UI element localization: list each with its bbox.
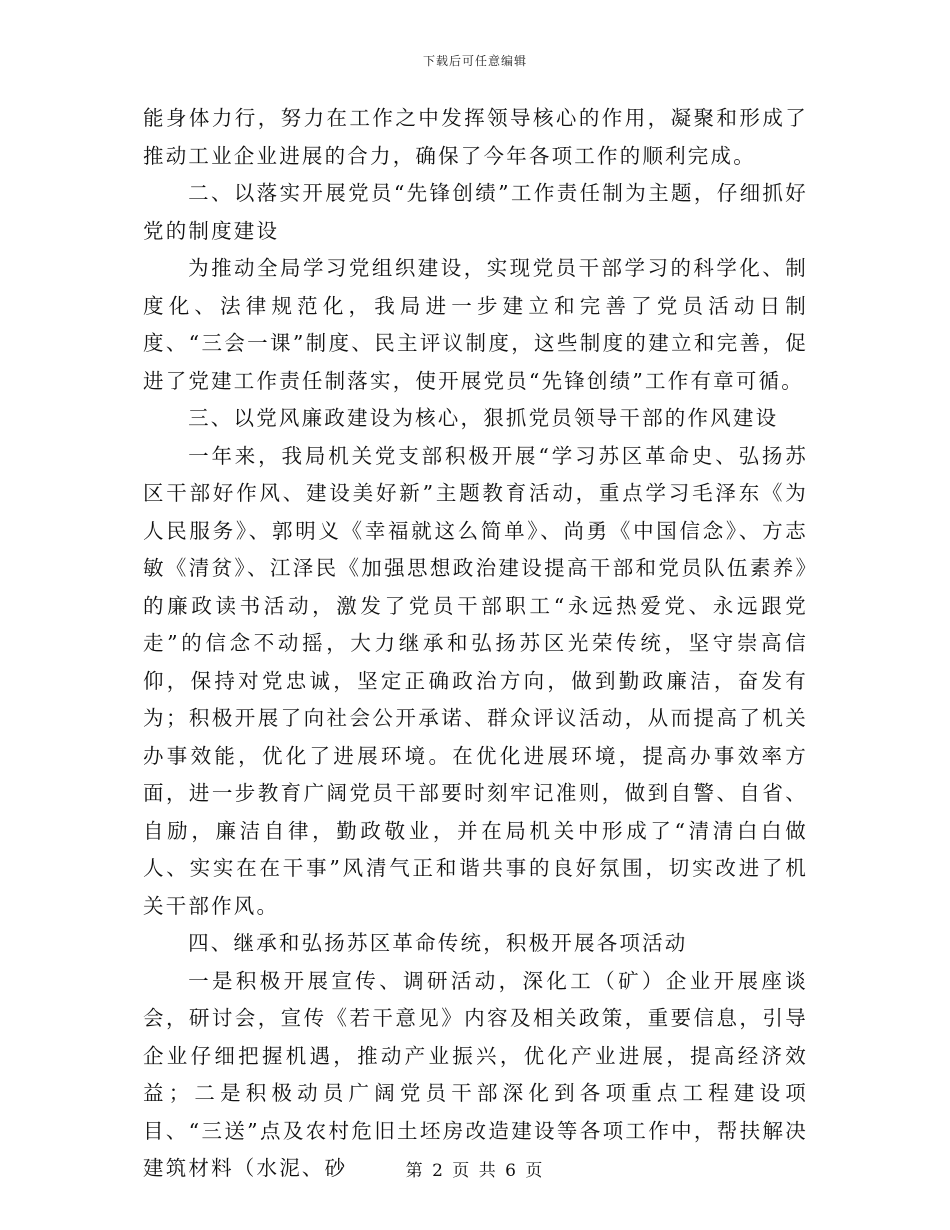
document-body xyxy=(143,100,808,1188)
section-heading-4: 四、继承和弘扬苏区革命传统，积极开展各项活动 xyxy=(188,931,688,955)
paragraph-activities: 一是积极开展宣传、调研活动，深化工（矿）企业开展座谈会，研讨会，宣传《若干意见》内容及相关政策，重要信息，引导企业仔细把握机遇，推动产业振兴，优化产业进展，提高经济效益；二是积极动员广阔党员干部深化到各项重点工程建设项目、“三送”点及农村危旧土坯房改造建设等各项工作中，帮扶解决建筑材料（水泥、砂 xyxy=(143,968,808,1180)
page-header: 下载后可任意编辑 xyxy=(422,54,527,68)
paragraph-continuation: 能身体力行，努力在工作之中发挥领导核心的作用，凝聚和形成了推动工业企业进展的合力，确保了今年各项工作的顺利完成。 xyxy=(143,106,808,168)
page-number: 第 2 页 共 6 页 xyxy=(405,1161,545,1181)
section-heading-3: 三、以党风廉政建设为核心，狠抓党员领导干部的作风建设 xyxy=(188,406,779,430)
paragraph-system-building: 为推动全局学习党组织建设，实现党员干部学习的科学化、制度化、法律规范化，我局进一步建立和完善了党员活动日制度、“三会一课”制度、民主评议制度，这些制度的建立和完善，促进了党建工作责任制落实，使开展党员“先锋创绩”工作有章可循。 xyxy=(143,256,808,393)
paragraph-style-building: 一年来，我局机关党支部积极开展“学习苏区革命史、弘扬苏区干部好作风、建设美好新”主题教育活动，重点学习毛泽东《为人民服务》、郭明义《幸福就这么简单》、尚勇《中国信念》、方志敏《清贫》、江泽民《加强思想政治建设提高干部和党员队伍素养》的廉政读书活动，激发了党员干部职工“永远热爱党、永远跟党走”的信念不动摇，大力继承和弘扬苏区光荣传统，坚守崇高信仰，保持对党忠诚，坚定正确政治方向，做到勤政廉洁，奋发有为；积极开展了向社会公开承诺、群众评议活动，从而提高了机关办事效能，优化了进展环境。在优化进展环境，提高办事效率方面，进一步教育广阔党员干部要时刻牢记准则，做到自警、自省、自励，廉洁自律，勤政敬业，并在局机关中形成了“清清白白做人、实实在在干事”风清气正和谐共事的良好氛围，切实改进了机关干部作风。 xyxy=(143,443,808,918)
section-heading-2: 二、以落实开展党员“先锋创绩”工作责任制为主题，仔细抓好党的制度建设 xyxy=(143,181,808,243)
